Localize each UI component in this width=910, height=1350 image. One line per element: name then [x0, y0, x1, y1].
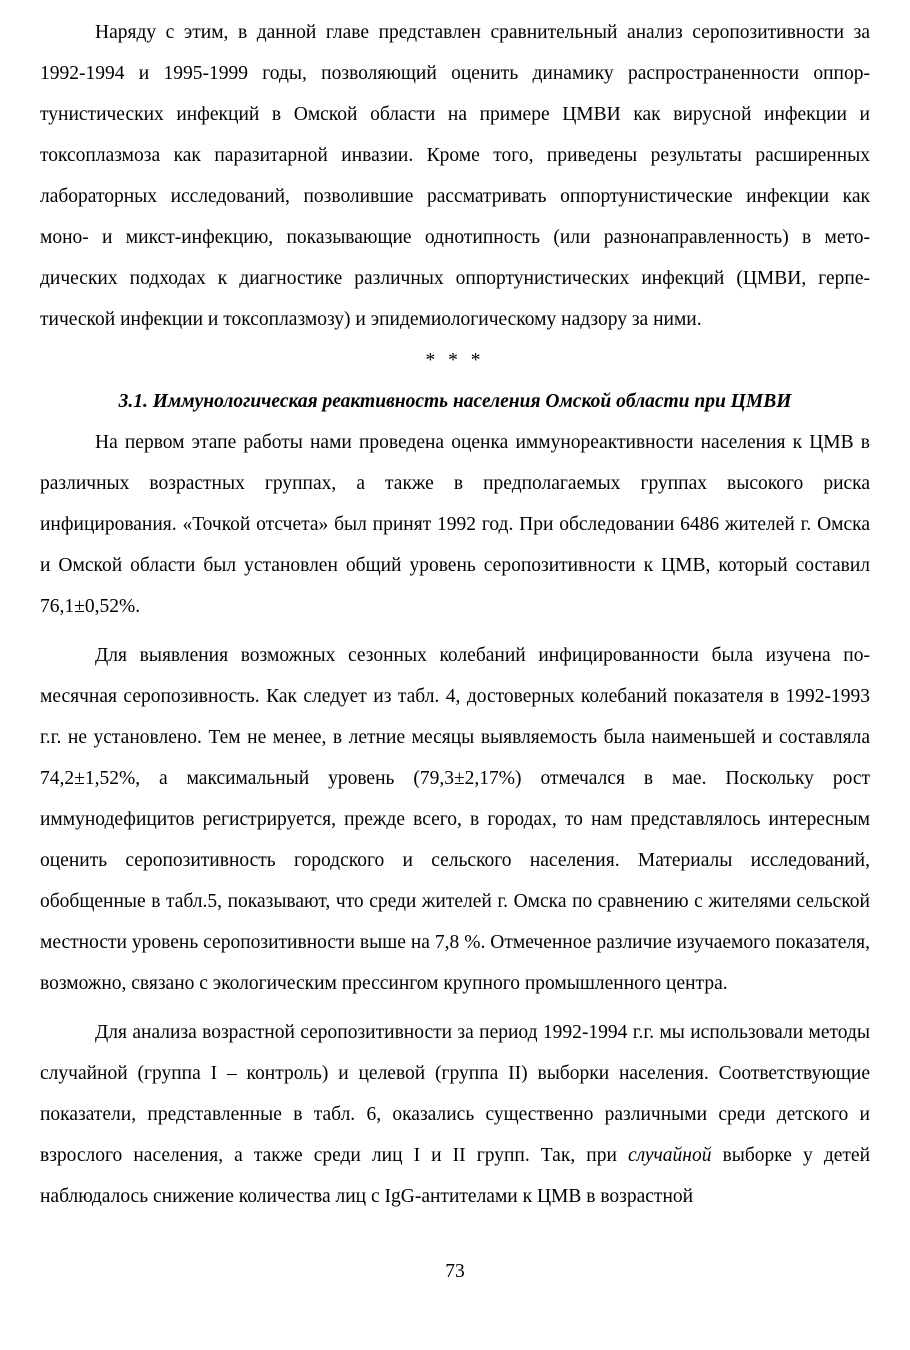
- paragraph-gap: [40, 1004, 870, 1012]
- paragraph-gap: [40, 627, 870, 635]
- paragraph-seasonal: Для выявления возможных сезонных колебаний инфицированности была изучена помесячная серопозивность. Как следует из табл. 4, достоверных колебаний показателя в 1992-1993 г.г. не установлено. Тем не менее, в летние месяцы выявляемость была наименьшей и составляла 74,2±1,52%, а максимальный уровень (79,3±2,17%) отмечался в мае. Поскольку рост иммунодефицитов регистрируется, прежде всего, в городах, то нам представлялось интересным оценить серопозитивность городского и сельского населения. Материалы исследований, обобщенные в табл.5, показывают, что среди жителей г. Омска по сравнению с жителями сельской местности уровень серопозитивности выше на 7,8 %. Отмеченное различие изучаемого показателя, возможно, связано с экологическим прессингом крупного промышленного центра.: [40, 645, 870, 994]
- paragraph-immunoreactivity: На первом этапе работы нами проведена оценка иммунореактивности населения к ЦМВ в различных возрастных группах, а также в предполагаемых группах высокого риска инфицирования. «Точкой отсчета» был принят 1992 год. При обследовании 6486 жителей г. Омска и Омской области был установлен общий уровень серопозитивности к ЦМВ, который составил 76,1±0,52%.: [40, 432, 870, 617]
- paragraph-age-seropositivity: [40, 1012, 870, 1217]
- page-number: 73: [445, 1261, 465, 1282]
- section-heading: 3.1. Иммунологическая реактивность населения Омской области при ЦМВИ: [118, 391, 792, 412]
- intro-paragraph: Наряду с этим, в данной главе представлен сравнительный анализ серопозитивности за 1992-1994 и 1995-1999 годы, позволяющий оценить динамику распространенности оппортунистических инфекций в Омской области на примере ЦМВИ как вирусной инфекции и токсоплазмоза как паразитарной инвазии. Кроме того, приведены результаты расширенных лабораторных исследований, позволившие рассматривать оппортунистические инфекции как моно- и микст-инфекцию, показывающие однотипность (или разнонаправленность) в методических подходах к диагностике различных оппортунистических инфекций (ЦМВИ, герпетической инфекции и токсоплазмозу) и эпидемиологическому надзору за ними.: [40, 22, 870, 330]
- paragraph-text: выборке у детей наблюдалось снижение количества лиц с IgG-антителами к ЦМВ в возрастной: [40, 1145, 871, 1207]
- emphasized-word: случайной: [627, 1145, 712, 1166]
- section-separator: * * *: [425, 350, 485, 371]
- paragraph-text: Для анализа возрастной серопозитивности за период 1992-1994 г.г. мы использовали методы случайной (группа I – контроль) и целевой (группа II) выборки населения. Соответствующие показатели, представленные в табл. 6, оказались существенно различными среди детского и взрослого населения, а также среди лиц I и II групп. Так, при: [40, 1022, 870, 1166]
- body-text: [40, 12, 870, 1217]
